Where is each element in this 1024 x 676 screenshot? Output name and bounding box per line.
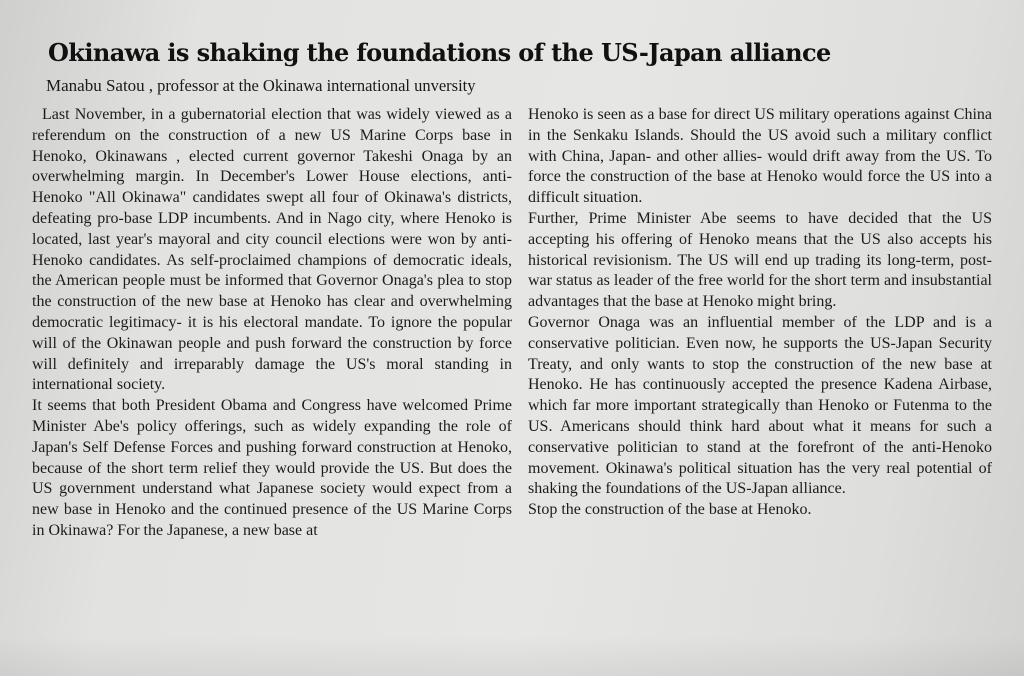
article-column-left	[32, 105, 512, 542]
author-affiliation: , professor at the Okinawa international unversity	[144, 76, 476, 95]
paragraph: Governor Onaga was an influential member of the LDP and is a conservative politician. Even now, he supports the US-Japan Security Treaty, and only wants to stop the construction of the new base at Henoko. He has continuously accepted the presence Kadena Airbase, which far more important strategically than Henoko or Futenma to the US. Americans should think hard about what it means for such a conservative politician to stand at the forefront of the anti-Henoko movement. Okinawa's political situation has the very real potential of shaking the foundations of the US-Japan alliance.	[528, 313, 992, 498]
article-byline	[46, 76, 476, 96]
paragraph: It seems that both President Obama and Congress have welcomed Prime Minister Abe's policy offerings, such as widely expanding the role of Japan's Self Defense Forces and pushing forward construction at Henoko, because of the short term relief they would provide the US. But does the US government understand what Japanese society would expect from a new base in Henoko and the continued presence of the US Marine Corps in Okinawa? For the Japanese, a new base at	[32, 397, 512, 539]
paragraph: Last November, in a gubernatorial election that was widely viewed as a referendum on the construction of a new US Marine Corps base in Henoko, Okinawans , elected current governor Takeshi Onaga by an overwhelming margin. In December's Lower House elections, anti-Henoko "All Okinawa" candidates swept all four of Okinawa's districts, defeating pro-base LDP incumbents. And in Nago city, where Henoko is located, last year's mayoral and city council elections were won by anti-Henoko candidates. As self-proclaimed champions of democratic ideals, the American people must be informed that Governor Onaga's plea to stop the construction of the new base at Henoko has clear and overwhelming democratic legitimacy- it is his electoral mandate. To ignore the popular will of the Okinawan people and push forward the construction by force will definitely and irreparably damage the US's moral standing in international society.	[32, 106, 512, 394]
paragraph: Stop the construction of the base at Henoko.	[528, 501, 812, 519]
article-headline: Okinawa is shaking the foundations of the US-Japan alliance	[48, 38, 831, 67]
page-shadow	[0, 636, 1024, 676]
author-name: Manabu Satou	[46, 76, 145, 95]
paragraph: Henoko is seen as a base for direct US military operations against China in the Senkaku Islands. Should the US avoid such a military conflict with China, Japan- and other allies- would drift away from the US. To force the construction of the base at Henoko would force the US into a difficult situation.	[528, 106, 992, 207]
paragraph: Further, Prime Minister Abe seems to have decided that the US accepting his offering of Henoko means that the US also accepts his historical revisionism. The US will end up trading its long-term, post-war status as leader of the free world for the short term and insubstantial advantages that the base at Henoko might bring.	[528, 209, 992, 311]
article-column-right	[528, 105, 992, 521]
